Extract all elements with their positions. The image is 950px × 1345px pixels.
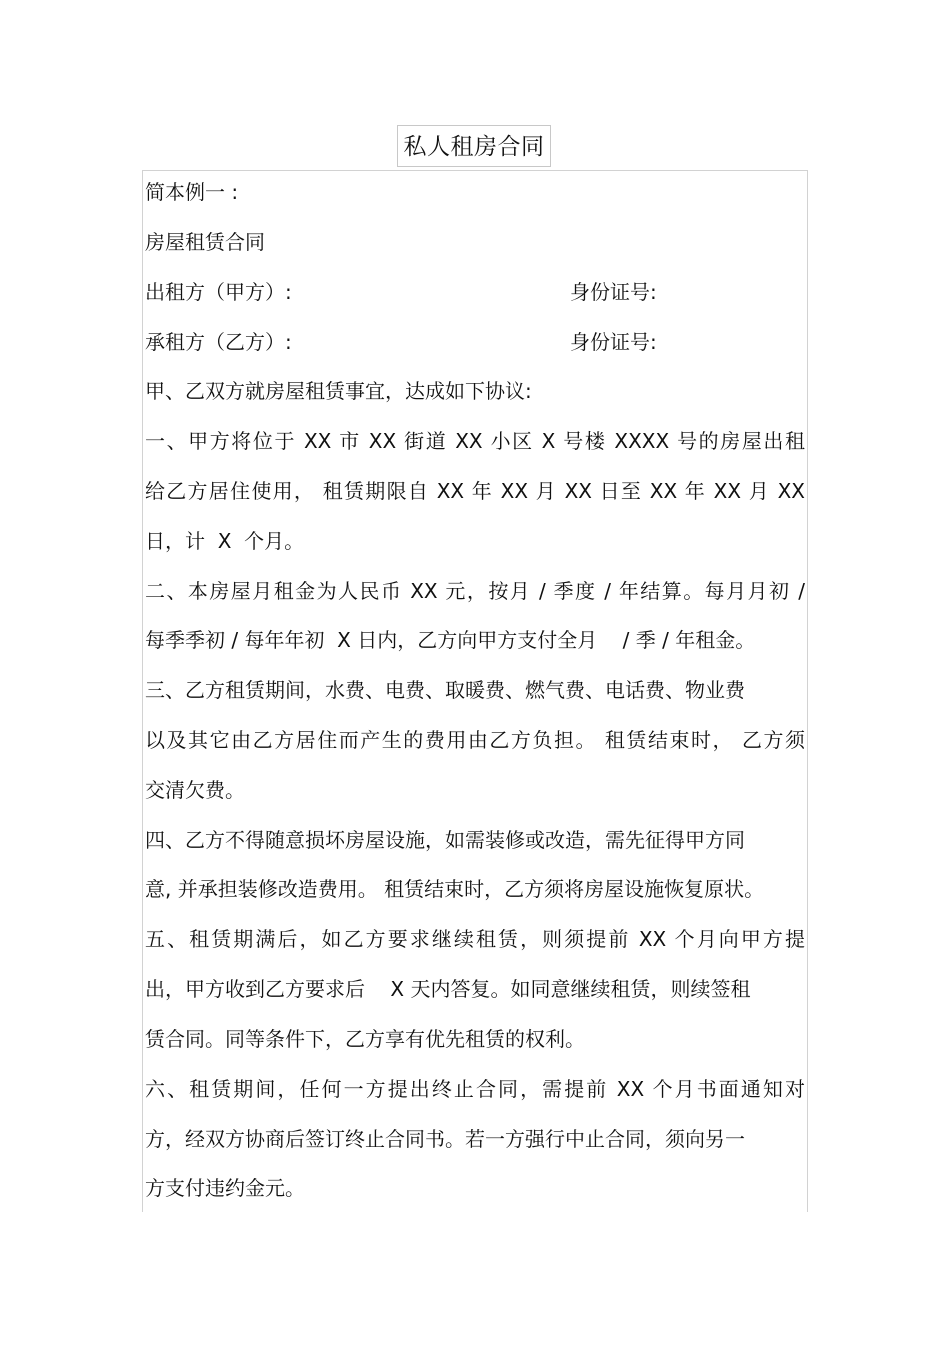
clause-1-line-2: 给乙方居住使用， 租赁期限自 XX 年 XX 月 XX 日至 XX 年 XX 月 XX	[145, 479, 805, 503]
clause-5-line-2: 出，甲方收到乙方要求后 X 天内答复。如同意继续租赁，则续签租	[145, 977, 751, 1001]
clause-3-line-2: 以及其它由乙方居住而产生的费用由乙方负担。 租赁结束时， 乙方须	[145, 728, 805, 752]
clause-6-line-3: 方支付违约金元。	[145, 1176, 305, 1200]
content-frame-right-border	[807, 170, 808, 1212]
clause-4-line-1: 四、乙方不得随意损坏房屋设施，如需装修或改造，需先征得甲方同	[145, 828, 745, 852]
clause-6-line-2: 方，经双方协商后签订终止合同书。若一方强行中止合同，须向另一	[145, 1127, 745, 1151]
example-heading: 简本例一 :	[145, 180, 239, 204]
clause-5-line-1: 五、租赁期满后，如乙方要求继续租赁，则须提前 XX 个月向甲方提	[145, 927, 805, 951]
tenant-label: 承租方（乙方）:	[145, 330, 292, 354]
tenant-id-label: 身份证号:	[570, 330, 657, 354]
landlord-id-label: 身份证号:	[570, 280, 657, 304]
clause-2-line-2: 每季季初 / 每年年初 X 日内，乙方向甲方支付全月 / 季 / 年租金。	[145, 628, 756, 652]
contract-subtitle: 房屋租赁合同	[145, 230, 265, 254]
clause-3-line-1: 三、乙方租赁期间，水费、电费、取暖费、燃气费、电话费、物业费	[145, 678, 745, 702]
clause-1-line-3: 日，计 X 个月。	[145, 529, 305, 553]
clause-3-line-3: 交清欠费。	[145, 778, 245, 802]
landlord-label: 出租方（甲方）:	[145, 280, 292, 304]
document-title-box	[397, 125, 551, 167]
clause-2-line-1: 二、本房屋月租金为人民币 XX 元，按月 / 季度 / 年结算。每月月初 /	[145, 579, 805, 603]
content-frame-top-border	[142, 170, 808, 171]
content-frame-left-border	[142, 170, 143, 1212]
clause-1-line-1: 一、甲方将位于 XX 市 XX 街道 XX 小区 X 号楼 XXXX 号的房屋出租	[145, 429, 805, 453]
agreement-intro: 甲、乙双方就房屋租赁事宜，达成如下协议:	[145, 379, 532, 403]
clause-4-line-2: 意, 并承担装修改造费用。 租赁结束时，乙方须将房屋设施恢复原状。	[145, 877, 765, 901]
clause-6-line-1: 六、租赁期间，任何一方提出终止合同，需提前 XX 个月书面通知对	[145, 1077, 805, 1101]
clause-5-line-3: 赁合同。同等条件下，乙方享有优先租赁的权利。	[145, 1027, 585, 1051]
document-title: 私人租房合同	[403, 134, 545, 160]
